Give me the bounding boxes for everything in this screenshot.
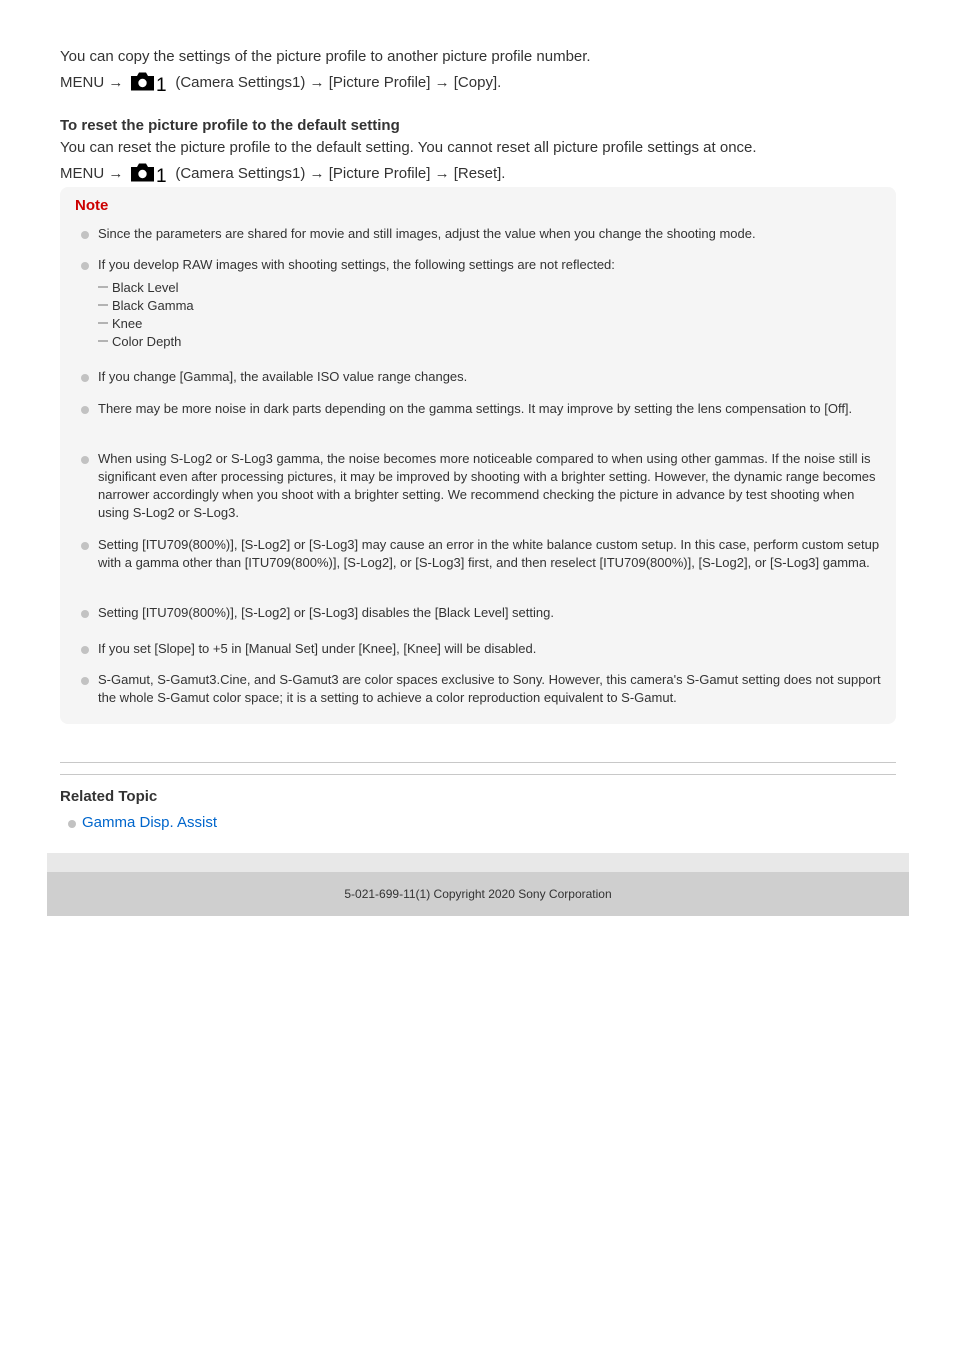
sub-list-item: Black Level (98, 279, 178, 297)
note-item: There may be more noise in dark parts depending on the gamma settings. It may improve by setting the lens compensation to [Off]. (98, 401, 853, 416)
menu-path-suffix: (Camera Settings1) → [Picture Profile] → [Reset]. (175, 165, 506, 182)
note-item: If you change [Gamma], the available ISO value range changes. (98, 369, 468, 384)
bullet-icon (81, 646, 89, 654)
camera-icon-number: 1 (156, 75, 167, 91)
bullet-icon (81, 406, 89, 414)
footer (47, 872, 909, 916)
dash-icon (98, 322, 108, 324)
sub-list-item: Black Gamma (98, 297, 194, 315)
menu-path-prefix: MENU → (60, 74, 124, 91)
bullet-icon (81, 610, 89, 618)
menu-path-suffix: (Camera Settings1) → [Picture Profile] → [Copy]. (175, 74, 502, 91)
bullet-icon (81, 542, 89, 550)
reset-description: You can reset the picture profile to the default setting. You cannot reset all picture profile settings at once. (60, 139, 757, 156)
copyright-text: 5-021-699-11(1) Copyright 2020 Sony Corporation (344, 887, 612, 901)
bullet-icon (81, 262, 89, 270)
note-item: When using S-Log2 or S-Log3 gamma, the noise becomes more noticeable compared to when using other gammas. If the noise still is significant even after processing pictures, it may be improved by shooting with a brighter setting. However, the dynamic range becomes narrower accordingly when you shoot with a brighter setting. We recommend checking the picture in advance by test shooting when using S-Log2 or S-Log3. (98, 451, 876, 520)
reset-heading: To reset the picture profile to the default setting (60, 117, 400, 134)
related-link-gamma-disp-assist[interactable]: Gamma Disp. Assist (82, 814, 218, 831)
camera-settings1-icon (129, 162, 169, 182)
divider (60, 762, 896, 763)
related-topic-title: Related Topic (60, 788, 158, 805)
copy-description: You can copy the settings of the picture profile to another picture profile number. (60, 48, 591, 65)
note-item: Setting [ITU709(800%)], [S-Log2] or [S-Log3] disables the [Black Level] setting. (98, 605, 554, 620)
copy-menu-path (60, 71, 501, 93)
bullet-icon (81, 231, 89, 239)
bullet-icon (81, 374, 89, 382)
menu-path-prefix: MENU → (60, 165, 124, 182)
camera-settings1-icon (129, 71, 169, 91)
note-item: If you develop RAW images with shooting settings, the following settings are not reflected: (98, 257, 615, 272)
dash-icon (98, 286, 108, 288)
note-item: Setting [ITU709(800%)], [S-Log2] or [S-Log3] may cause an error in the white balance custom setup. In this case, perform custom setup with a gamma other than [ITU709(800%)], [S-Log2], or [S-Log3] first, and then reselect [ITU709(800%)], [S-Log2], or [S-Log3] gamma. (98, 537, 880, 570)
bullet-icon (81, 456, 89, 464)
bullet-icon (68, 820, 76, 828)
dash-icon (98, 340, 108, 342)
note-item: If you set [Slope] to +5 in [Manual Set] under [Knee], [Knee] will be disabled. (98, 641, 537, 656)
footer-band (47, 853, 909, 872)
camera-icon-number: 1 (156, 166, 167, 182)
sub-list-item: Knee (98, 315, 142, 333)
sub-list-item: Color Depth (98, 333, 181, 351)
note-title: Note (75, 197, 109, 214)
divider (60, 774, 896, 775)
bullet-icon (81, 677, 89, 685)
note-box (60, 187, 896, 724)
dash-icon (98, 304, 108, 306)
reset-menu-path (60, 162, 505, 184)
note-item: S-Gamut, S-Gamut3.Cine, and S-Gamut3 are color spaces exclusive to Sony. However, this camera's S-Gamut setting does not support the whole S-Gamut color space; it is a setting to achieve a color reproduction equivalent to S-Gamut. (98, 672, 881, 705)
note-item: Since the parameters are shared for movie and still images, adjust the value when you change the shooting mode. (98, 226, 756, 241)
